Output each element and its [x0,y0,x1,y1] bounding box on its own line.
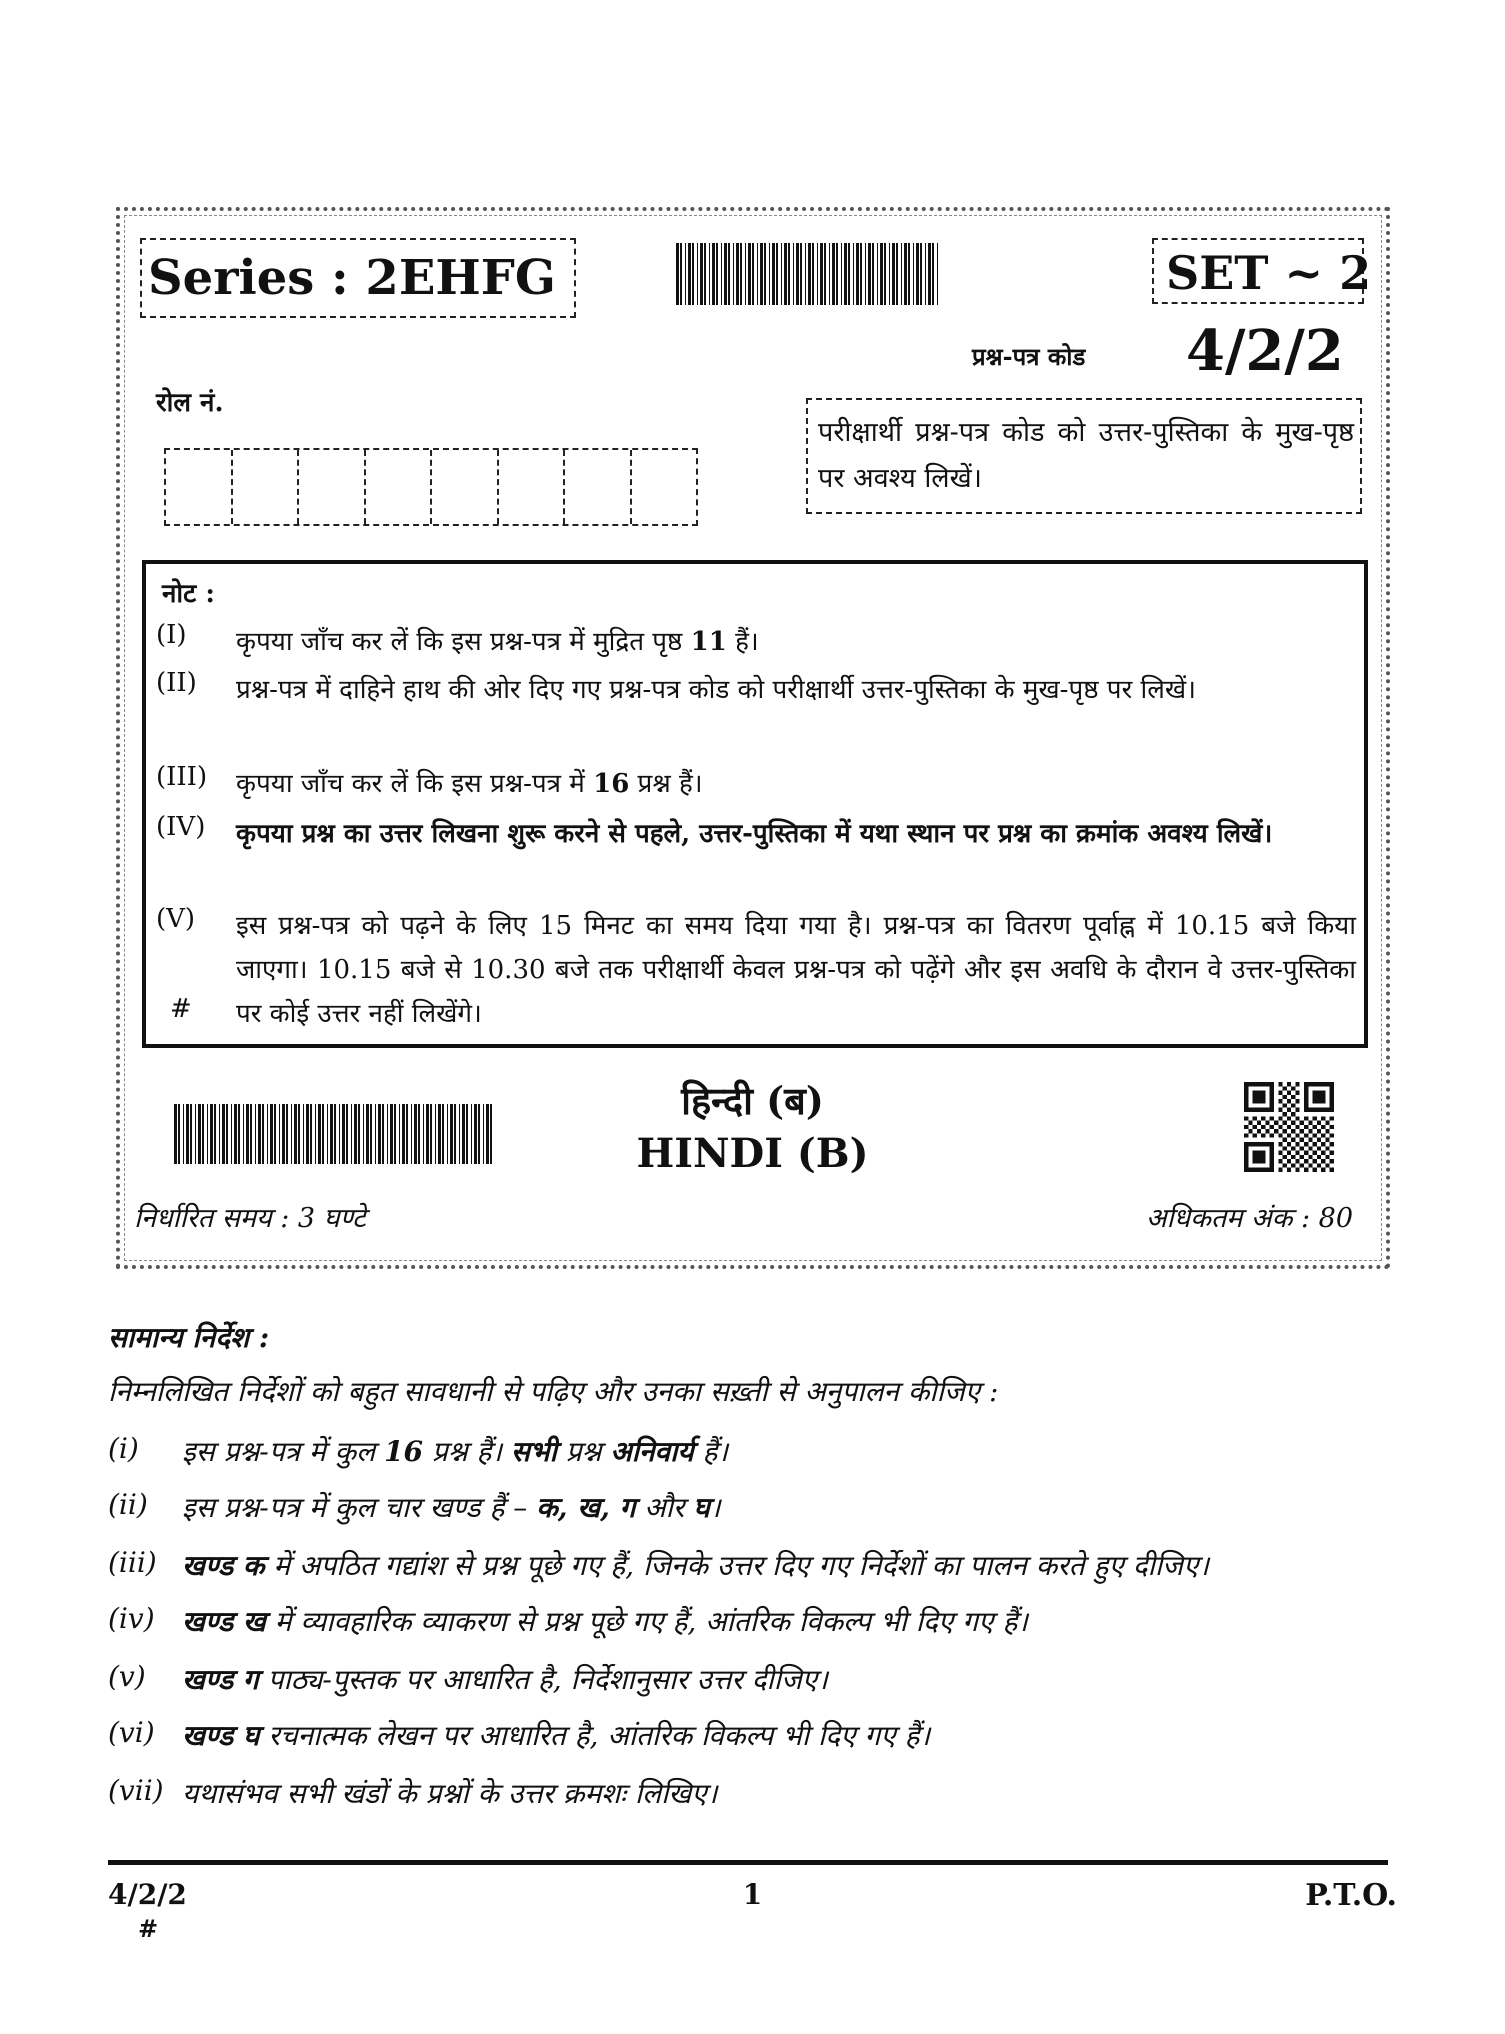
barcode-bar [896,243,898,305]
qr-module [1295,1108,1299,1112]
qr-module [1300,1146,1304,1150]
qr-module [1330,1151,1334,1155]
roll-number-cell[interactable] [565,450,632,524]
qr-module [1313,1091,1326,1104]
page-number: 1 [742,1878,763,1911]
qr-module [1291,1146,1295,1150]
qr-module [1287,1168,1291,1172]
barcode-bar [853,243,854,305]
qr-module [1278,1116,1282,1120]
barcode-bar [745,243,746,305]
qr-module [1291,1095,1295,1099]
roll-number-label: रोल नं. [156,388,224,418]
qr-module [1287,1091,1291,1095]
qr-module [1313,1133,1317,1137]
qr-module [1330,1168,1334,1172]
barcode-bar [836,243,838,305]
qr-module [1291,1138,1295,1142]
qr-module [1330,1133,1334,1137]
barcode-bar [908,243,910,305]
barcode-bar [884,243,886,305]
qr-module [1330,1142,1334,1146]
qr-module [1278,1099,1282,1103]
barcode-bar [808,243,811,305]
barcode-bar [812,243,814,305]
qr-module [1295,1168,1299,1172]
qr-module [1257,1121,1261,1125]
qr-module [1283,1103,1287,1107]
barcode-bar [877,243,878,305]
qr-module [1313,1168,1317,1172]
qr-module [1330,1116,1334,1120]
qr-module [1321,1168,1325,1172]
barcode-bar [692,243,694,305]
barcode-top-image [676,243,938,305]
qr-module [1308,1138,1312,1142]
footer-rule [108,1860,1388,1865]
qr-module [1313,1159,1317,1163]
note-item-number: (I) [156,620,187,650]
qr-module [1265,1129,1269,1133]
qr-module [1321,1133,1325,1137]
barcode-bar [776,243,778,305]
question-paper-code: 4/2/2 [1186,318,1344,384]
instruction-number: (ii) [108,1488,148,1521]
qr-module [1295,1159,1299,1163]
qr-module [1300,1163,1304,1167]
qr-code-image [1244,1082,1334,1172]
barcode-bar [796,243,799,305]
instruction-text: इस प्रश्न-पत्र में कुल चार खण्ड हैं – क, ख, ग और घ। [182,1491,721,1524]
roll-number-cell[interactable] [432,450,499,524]
note-item-text: प्रश्न-पत्र में दाहिने हाथ की ओर दिए गए प्रश्न-पत्र कोड को परीक्षार्थी उत्तर-पुस्तिका के मुख-पृष्ठ पर लिखें। [236,675,1196,705]
qr-module [1270,1125,1274,1129]
qr-module [1300,1138,1304,1142]
qr-module [1325,1155,1329,1159]
qr-module [1317,1129,1321,1133]
qr-module [1257,1129,1261,1133]
footer-paper-code: 4/2/2 [108,1878,187,1911]
qr-module [1291,1086,1295,1090]
roll-number-cell[interactable] [499,450,566,524]
note-item-text: इस प्रश्न-पत्र को पढ़ने के लिए 15 मिनट का समय दिया गया है। प्रश्न-पत्र का वितरण पूर्वाह्न में 10.15 बजे किया जाएगा। 10.15 बजे से 10.30 बजे तक परीक्षार्थी केवल प्रश्न-पत्र को पढ़ेंगे और इस अवधि के दौरान वे उत्तर-पुस्तिका पर कोई उत्तर नहीं लिखेंगे। [236,911,1356,1029]
barcode-bar [764,243,766,305]
general-instructions-intro: निम्नलिखित निर्देशों को बहुत सावधानी से पढ़िए और उनका सख़्ती से अनुपालन कीजिए : [108,1375,999,1408]
barcode-bar [860,243,862,305]
barcode-bar [685,243,686,305]
instruction-text: यथासंभव सभी खंडों के प्रश्नों के उत्तर क्रमशः लिखिए। [182,1777,718,1810]
barcode-bar [736,243,739,305]
qr-module [1283,1138,1287,1142]
instruction-number: (iii) [108,1546,157,1579]
qr-module [1287,1133,1291,1137]
qr-module [1291,1163,1295,1167]
qr-module [1317,1121,1321,1125]
barcode-bar [913,243,914,305]
barcode-bar [925,243,926,305]
roll-number-boxes[interactable] [164,448,698,526]
qr-module [1283,1112,1287,1116]
barcode-bar [865,243,866,305]
barcode-bar [724,243,727,305]
barcode-bar [704,243,706,305]
series-label: Series : 2EHFG [148,250,556,306]
qr-module [1283,1163,1287,1167]
barcode-bar [781,243,782,305]
qr-module [1291,1129,1295,1133]
barcode-bar [788,243,790,305]
qr-module [1304,1133,1308,1137]
instruction-text: खण्ड ख में व्यावहारिक व्याकरण से प्रश्न पूछे गए हैं, आंतरिक विकल्प भी दिए गए हैं। [182,1605,1028,1638]
note-item-number: (IV) [156,812,206,842]
qr-module [1278,1133,1282,1137]
time-allowed: निर्धारित समय : 3 घण्टे [134,1203,366,1234]
barcode-bar [740,243,742,305]
qr-module [1308,1163,1312,1167]
barcode-bar [760,243,763,305]
barcode-bar [848,243,850,305]
qr-module [1287,1151,1291,1155]
note-item-number: (V) [156,904,196,934]
barcode-bar [700,243,703,305]
barcode-bar [793,243,794,305]
barcode-bar [824,243,826,305]
qr-module [1304,1159,1308,1163]
qr-module [1253,1125,1257,1129]
barcode-bar [937,243,938,305]
qr-module [1313,1142,1317,1146]
barcode-bar [772,243,775,305]
qr-module [1274,1129,1278,1133]
qr-module [1295,1116,1299,1120]
note-heading: नोट : [162,579,215,609]
qr-module [1278,1082,1282,1086]
barcode-bar [829,243,830,305]
qr-module [1253,1091,1266,1104]
qr-module [1291,1103,1295,1107]
barcode-bar [856,243,859,305]
qr-module [1300,1155,1304,1159]
qr-module [1304,1142,1308,1146]
instruction-text: खण्ड ग पाठ्य-पुस्तक पर आधारित है, निर्देशानुसार उत्तर दीजिए। [182,1663,828,1696]
qr-module [1283,1146,1287,1150]
qr-module [1321,1116,1325,1120]
instruction-text: खण्ड घ रचनात्मक लेखन पर आधारित है, आंतरिक विकल्प भी दिए गए हैं। [182,1719,931,1752]
instruction-text: खण्ड क में अपठित गद्यांश से प्रश्न पूछे गए हैं, जिनके उत्तर दिए गए निर्देशों का पालन करते हुए दीजिए। [182,1549,1210,1582]
barcode-bar [889,243,890,305]
qr-module [1300,1121,1304,1125]
qr-module [1313,1116,1317,1120]
barcode-bar [680,243,682,305]
roll-number-cell[interactable] [166,450,233,524]
barcode-bar [748,243,751,305]
qr-module [1270,1133,1274,1137]
barcode-bar [892,243,895,305]
qr-module [1283,1155,1287,1159]
qr-module [1325,1121,1329,1125]
barcode-bar [757,243,758,305]
qr-module [1274,1121,1278,1125]
qr-module [1304,1116,1308,1120]
qr-module [1278,1151,1282,1155]
set-label: SET ~ 2 [1166,246,1372,300]
note-item-text: कृपया प्रश्न का उत्तर लिखना शुरू करने से पहले, उत्तर-पुस्तिका में यथा स्थान पर प्रश्न का क्रमांक अवश्य लिखें। [236,819,1273,849]
hash-mark: # [170,994,192,1024]
qr-module [1304,1125,1308,1129]
barcode-bar [841,243,842,305]
note-item-text: कृपया जाँच कर लें कि इस प्रश्न-पत्र में 16 प्रश्न हैं। [236,769,703,799]
subject-title-english: HINDI (B) [636,1130,869,1177]
qr-module [1295,1091,1299,1095]
instruction-number: (i) [108,1432,139,1465]
qr-module [1287,1125,1291,1129]
qr-module [1321,1142,1325,1146]
instruction-number: (iv) [108,1602,155,1635]
qr-module [1278,1159,1282,1163]
qr-module [1287,1082,1291,1086]
question-paper-code-label: प्रश्न-पत्र कोड [972,342,1086,371]
barcode-bar [880,243,883,305]
qr-module [1304,1168,1308,1172]
qr-module [1287,1116,1291,1120]
qr-module [1265,1121,1269,1125]
qr-module [1295,1125,1299,1129]
code-instruction-text: परीक्षार्थी प्रश्न-पत्र कोड को उत्तर-पुस्तिका के मुख-पृष्ठ पर अवश्य लिखें। [818,417,1354,494]
instruction-text: इस प्रश्न-पत्र में कुल 16 प्रश्न हैं। सभी प्रश्न अनिवार्य हैं। [182,1435,728,1468]
barcode-bar [733,243,734,305]
roll-number-cell[interactable] [233,450,300,524]
barcode-bar [904,243,907,305]
barcode-bar [784,243,787,305]
qr-module [1295,1133,1299,1137]
qr-module [1317,1146,1321,1150]
barcode-bar [688,243,691,305]
qr-module [1253,1116,1257,1120]
barcode-bar [916,243,919,305]
qr-module [1261,1133,1265,1137]
qr-module [1317,1163,1321,1167]
qr-module [1313,1125,1317,1129]
qr-module [1283,1095,1287,1099]
qr-module [1248,1129,1252,1133]
barcode-bar [769,243,770,305]
qr-module [1270,1116,1274,1120]
barcode-bar [901,243,902,305]
note-item-text: कृपया जाँच कर लें कि इस प्रश्न-पत्र में मुद्रित पृष्ठ 11 हैं। [236,627,759,657]
note-item-number: (II) [156,668,197,698]
qr-module [1295,1151,1299,1155]
barcode-bar [709,243,710,305]
barcode-bar [721,243,722,305]
instruction-number: (v) [108,1660,146,1693]
barcode-bar [800,243,802,305]
barcode-bar [676,243,679,305]
barcode-bar [697,243,698,305]
qr-module [1291,1155,1295,1159]
qr-module [1295,1082,1299,1086]
qr-module [1308,1129,1312,1133]
qr-module [1244,1125,1248,1129]
roll-number-cell[interactable] [299,450,366,524]
qr-module [1248,1121,1252,1125]
qr-module [1330,1125,1334,1129]
qr-module [1287,1108,1291,1112]
qr-module [1278,1168,1282,1172]
barcode-bar [728,243,730,305]
qr-module [1330,1159,1334,1163]
barcode-bar [928,243,931,305]
roll-number-cell[interactable] [632,450,697,524]
note-item-number: (III) [156,762,208,792]
subject-title-hindi: हिन्दी (ब) [681,1078,824,1123]
qr-module [1308,1155,1312,1159]
qr-module [1283,1129,1287,1133]
barcode-bar [820,243,823,305]
roll-number-cell[interactable] [366,450,433,524]
qr-module [1283,1086,1287,1090]
barcode-bar [832,243,835,305]
barcode-bar [844,243,847,305]
qr-module [1304,1151,1308,1155]
qr-module [1295,1099,1299,1103]
qr-module [1261,1125,1265,1129]
qr-module [1278,1108,1282,1112]
qr-module [1253,1151,1266,1164]
qr-module [1325,1129,1329,1133]
footer-hash-mark: # [138,1914,159,1943]
qr-module [1278,1142,1282,1146]
barcode-bar [920,243,922,305]
qr-module [1253,1133,1257,1137]
qr-module [1283,1121,1287,1125]
barcode-bar [752,243,754,305]
qr-module [1244,1133,1248,1137]
qr-module [1321,1159,1325,1163]
qr-module [1313,1151,1317,1155]
qr-module [1287,1099,1291,1103]
qr-module [1317,1155,1321,1159]
qr-module [1287,1159,1291,1163]
qr-module [1295,1142,1299,1146]
qr-module [1308,1121,1312,1125]
qr-module [1278,1125,1282,1129]
qr-module [1317,1138,1321,1142]
barcode-bar [872,243,874,305]
maximum-marks: अधिकतम अंक : 80 [1145,1203,1353,1234]
instruction-number: (vi) [108,1716,155,1749]
barcode-bar [716,243,718,305]
barcode-bar [712,243,715,305]
qr-module [1325,1146,1329,1150]
general-instructions-heading: सामान्य निर्देश : [108,1321,270,1354]
qr-module [1325,1138,1329,1142]
qr-module [1291,1112,1295,1116]
qr-module [1321,1125,1325,1129]
qr-module [1287,1142,1291,1146]
qr-module [1278,1091,1282,1095]
qr-module [1300,1129,1304,1133]
qr-module [1321,1151,1325,1155]
instruction-number: (vii) [108,1774,164,1807]
barcode-bar [932,243,934,305]
qr-module [1291,1121,1295,1125]
qr-module [1325,1163,1329,1167]
please-turn-over: P.T.O. [1305,1878,1397,1913]
qr-module [1244,1116,1248,1120]
qr-module [1308,1146,1312,1150]
barcode-bar [817,243,818,305]
barcode-bar [868,243,871,305]
qr-module [1261,1116,1265,1120]
barcode-bar [805,243,806,305]
